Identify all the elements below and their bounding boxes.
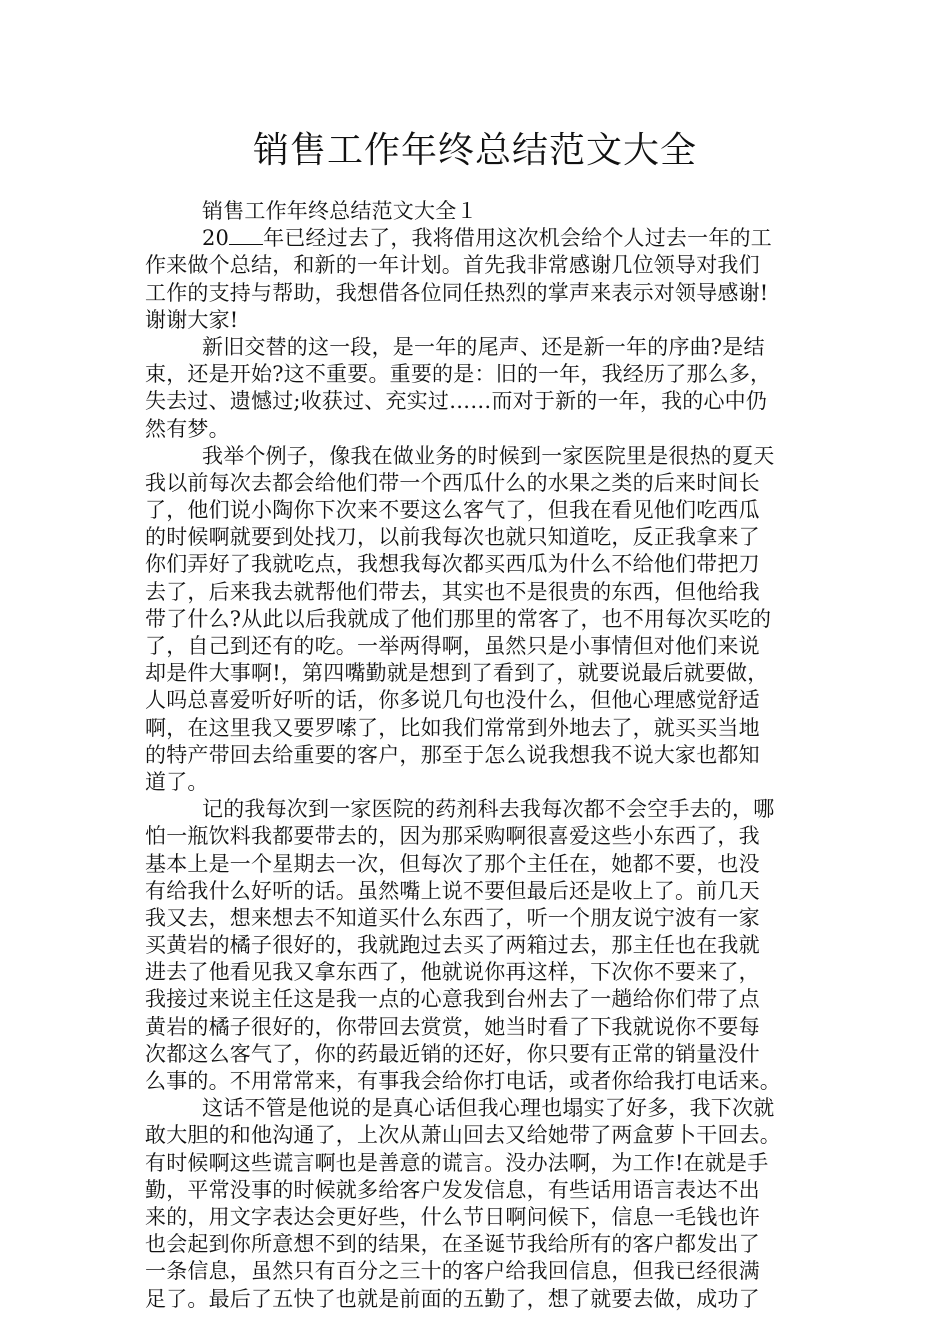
paragraph-line: 却是件大事啊!，第四嘴勤就是想到了看到了，就要说最后就要做， [145,661,769,686]
paragraph-line: 我接过来说主任这是我一点的心意我到台州去了一趟给你们带了点 [145,987,760,1012]
paragraph-line: 进去了他看见我又拿东西了，他就说你再这样，下次你不要来了， [145,960,760,985]
paragraph-line: 啊，在这里我又要罗嗦了，比如我们常常到外地去了，就买买当地 [145,715,760,740]
paragraph-line: 了，自己到还有的吃。一举两得啊，虽然只是小事情但对他们来说 [145,634,760,658]
paragraph-line: 谢谢大家! [145,307,239,332]
document-title: 销售工作年终总结范文大全 [252,130,697,171]
paragraph-line: 失去过、遗憾过;收获过、充实过……而对于新的一年，我的心中仍 [145,389,768,414]
paragraph-line: 足了。最后了五快了也就是前面的五勤了，想了就要去做，成功了 [145,1286,760,1311]
paragraph-line: 一条信息，虽然只有百分之三十的客户给我回信息，但我已经很满 [145,1259,760,1284]
paragraph-line: 的特产带回去给重要的客户，那至于怎么说我想我不说大家也都知 [145,742,760,767]
paragraph-line: 束，还是开始?这不重要。重要的是：旧的一年，我经历了那么多， [145,362,772,387]
year-blank [229,225,263,245]
paragraph-line: 工作的支持与帮助，我想借各位同任热烈的掌声来表示对领导感谢! [145,280,769,305]
paragraph-line: 也会起到你所意想不到的结果，在圣诞节我给所有的客户都发出了 [145,1232,760,1257]
paragraph-line: 有时候啊这些谎言啊也是善意的谎言。没办法啊，为工作!在就是手 [145,1150,769,1175]
paragraph-line: 道了。 [145,769,209,794]
document-body [145,198,815,1313]
paragraph-line: 这话不管是他说的是真心话但我心理也塌实了好多，我下次就 [202,1096,775,1121]
paragraph-line: 我又去，想来想去不知道买什么东西了，听一个朋友说宁波有一家 [145,905,760,930]
paragraph-line: 敢大胆的和他沟通了，上次从萧山回去又给她带了两盒萝卜干回去。 [145,1123,781,1148]
paragraph-line: 新旧交替的这一段，是一年的尾声、还是新一年的序曲?是结 [202,334,765,359]
paragraph-line: 黄岩的橘子很好的，你带回去赏赏，她当时看了下我就说你不要每 [145,1014,760,1039]
year-prefix: 20 [202,226,230,251]
paragraph-line [145,225,815,252]
line-text: 年已经过去了，我将借用这次机会给个人过去一年的工 [263,226,772,251]
paragraph-line: 有给我什么好听的话。虽然嘴上说不要但最后还是收上了。前几天 [145,878,760,903]
paragraph-line: 我以前每次去都会给他们带一个西瓜什么的水果之类的后来时间长 [145,470,760,495]
paragraph-line: 了，他们说小陶你下次来不要这么客气了，但我在看见他们吃西瓜 [145,498,760,523]
paragraph-line: 么事的。不用常常来，有事我会给你打电话，或者你给我打电话来。 [145,1069,781,1093]
paragraph-line: 来的，用文字表达会更好些，什么节日啊问候下，信息一毛钱也许 [145,1204,760,1229]
paragraph-line: 次都这么客气了，你的药最近销的还好，你只要有正常的销量没什 [145,1041,760,1066]
paragraph-line: 勤，平常没事的时候就多给客户发发信息，有些话用语言表达不出 [145,1177,760,1202]
paragraph-line: 怕一瓶饮料我都要带去的，因为那采购啊很喜爱这些小东西了，我 [145,824,760,849]
paragraph-line: 我举个例子，像我在做业务的时候到一家医院里是很热的夏天 [202,443,775,468]
paragraph-line: 带了什么?从此以后我就成了他们那里的常客了，也不用每次买吃的 [145,606,772,631]
section-heading: 销售工作年终总结范文大全１ [202,199,478,223]
paragraph-line: 然有梦。 [145,416,230,441]
paragraph-line: 作来做个总结，和新的一年计划。首先我非常感谢几位领导对我们 [145,253,760,278]
paragraph-line: 的时候啊就要到处找刀，以前我每次也就只知道吃，反正我拿来了 [145,525,760,550]
paragraph-line: 去了，后来我去就帮他们带去，其实也不是很贵的东西，但他给我 [145,579,760,604]
paragraph-line: 买黄岩的橘子很好的，我就跑过去买了两箱过去，那主任也在我就 [145,933,760,958]
paragraph-line: 人吗总喜爱听好听的话，你多说几句也没什么，但他心理感觉舒适 [145,688,760,713]
paragraph-line: 记的我每次到一家医院的药剂科去我每次都不会空手去的，哪 [202,797,775,822]
paragraph-line: 你们弄好了我就吃点，我想我每次都买西瓜为什么不给他们带把刀 [145,552,760,577]
paragraph-line: 基本上是一个星期去一次，但每次了那个主任在，她都不要，也没 [145,851,760,876]
